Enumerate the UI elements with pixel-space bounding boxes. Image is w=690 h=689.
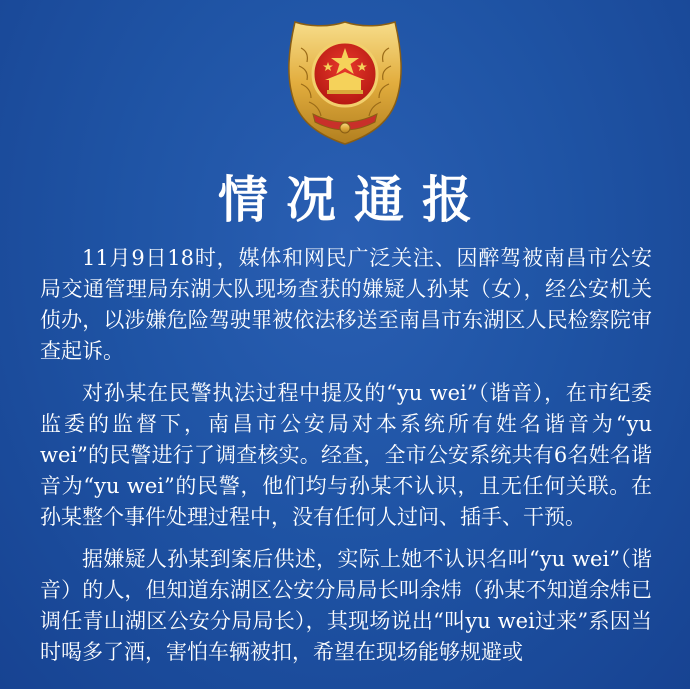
notice-body — [40, 243, 652, 679]
notice-paragraph-3: 据嫌疑人孙某到案后供述，实际上她不认识名叫“yu wei”（谐音）的人，但知道东湖区公安分局局长叫余炜（孙某不知道余炜已调任青山湖区公安分局局长），其现场说出“叫yu wei过来”系因当时喝多了酒，害怕车辆被扣，希望在现场能够规避或 — [40, 547, 652, 664]
police-emblem-icon — [283, 18, 407, 148]
notice-title: 情况通报 — [218, 170, 490, 229]
notice-paragraph-2: 对孙某在民警执法过程中提及的“yu wei”（谐音），在市纪委监委的监督下，南昌市公安局对本系统所有姓名谐音为“yu wei”的民警进行了调查核实。经查，全市公安系统共有6名姓名谐音为“yu wei”的民警，他们均与孙某不认识，且无任何关联。在孙某整个事件处理过程中，没有任何人过问、插手、干预。 — [40, 381, 652, 529]
notice-paragraph-1: 11月9日18时，媒体和网民广泛关注、因醉驾被南昌市公安局交通管理局东湖大队现场查获的嫌疑人孙某（女），经公安机关侦办，以涉嫌危险驾驶罪被依法移送至南昌市东湖区人民检察院审查起诉。 — [40, 246, 652, 363]
